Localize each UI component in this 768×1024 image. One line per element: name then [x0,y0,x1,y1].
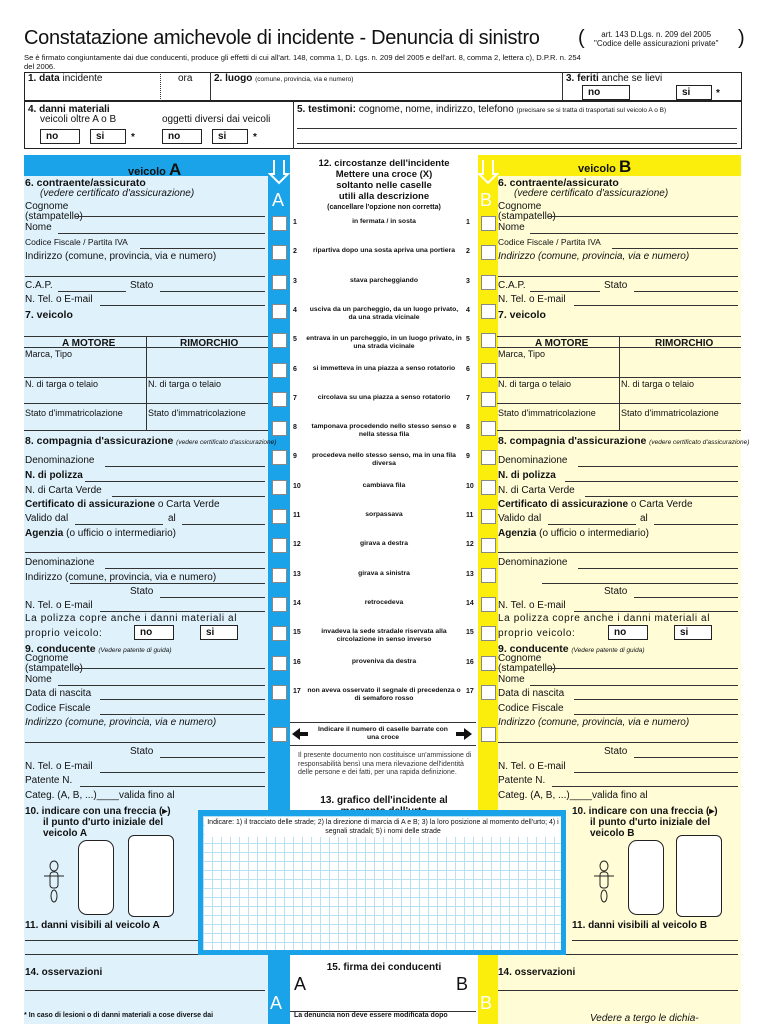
b-ag-indirizzo-input[interactable] [542,583,738,584]
b-al-input[interactable] [654,524,738,525]
a-cognome-input[interactable] [75,216,265,217]
circumstance-checkbox-a[interactable] [272,392,287,407]
b-c-stampatello: (stampatello) [498,663,556,674]
legal-line-1: art. 143 D.Lgs. n. 209 del 2005 [601,30,712,39]
circumstance-checkbox-a[interactable] [272,685,287,700]
circumstance-text: invadeva la sede stradale riservata alla circolazione in senso inverso [321,628,447,644]
a-verde-label: N. di Carta Verde [25,485,102,496]
legal-reference-text [594,30,718,48]
b-c-nascita-label: Data di nascita [498,688,565,699]
oggetti-si-checkbox[interactable]: si [212,129,248,144]
circumstance-number-b: 2 [466,248,470,256]
b-c-cognome-input[interactable] [548,668,738,669]
b-c-categ[interactable]: Categ. (A, B, ...)____valida fino al [498,790,648,801]
b-copre-no[interactable]: no [608,625,648,640]
a-ag-indirizzo-input[interactable] [70,583,265,584]
feriti-field: 3. feriti anche se lievi [566,73,663,84]
a-cf-input[interactable] [140,248,265,249]
b-cognome-label: Cognome [498,201,542,212]
circumstance-number-a: 3 [293,277,297,285]
a-c-nascita-label: Data di nascita [25,688,92,699]
circumstance-number-b: 6 [466,365,470,373]
veicoli-no-checkbox[interactable]: no [40,129,80,144]
a-c-stato-input[interactable] [160,757,265,758]
a-section-10: 10. indicare con una freccia (▸) il punto d'urto iniziale del veicolo A [25,806,171,839]
circumstance-number-b: 8 [466,424,470,432]
circumstance-text: girava a destra [360,540,408,548]
a-immatr-rimorchio[interactable]: Stato d'immatricolazione [148,408,246,418]
a-c-nome-label: Nome [25,674,52,685]
right-arrow-icon [456,728,472,740]
a-stato-input[interactable] [160,291,265,292]
circumstance-checkbox-a[interactable] [272,304,287,319]
a-tel-input[interactable] [100,305,265,306]
circumstance-checkbox-a[interactable] [272,597,287,612]
circumstance-number-a: 10 [293,482,301,490]
a-section-6: 6. contraente/assicurato [25,177,146,189]
circumstance-text: si immetteva in una piazza a senso rotatorio [312,364,456,372]
b-c-cf-label: Codice Fiscale [498,703,564,714]
circumstance-number-b: 4 [466,306,470,314]
a-c-patente-label: Patente N. [25,775,73,786]
a-polizza-input[interactable] [85,481,265,482]
b-ag-denom-label: Denominazione [498,557,568,568]
b-section-10: 10. indicare con una freccia (▸) il punto d'urto iniziale del veicolo B [572,806,718,839]
b-c-nome-input[interactable] [530,685,738,686]
circumstance-number-b: 1 [466,219,470,226]
b-immatr-rimorchio[interactable]: Stato d'immatricolazione [621,408,719,418]
b-oss-line[interactable] [498,990,738,991]
circumstance-text: usciva da un parcheggio, da un luogo privato, da una strada vicinale [309,305,459,321]
veicoli-si-checkbox[interactable]: si [90,129,126,144]
circumstance-number-a: 13 [293,570,301,578]
a-denom-input[interactable] [105,466,265,467]
circumstance-checkbox-b[interactable] [481,597,496,612]
circumstance-checkbox-a[interactable] [272,421,287,436]
b-rimorchio-header: RIMORCHIO [655,338,714,349]
b-valido-input[interactable] [548,524,636,525]
veicoli-star: * [131,132,135,143]
strip-b-letter: B [480,190,493,210]
testimoni-line-2[interactable] [297,143,737,144]
a-immatr-motore[interactable]: Stato d'immatricolazione [25,408,123,418]
a-denom-label: Denominazione [25,455,95,466]
a-section-7: 7. veicolo [25,309,73,321]
circumstance-checkbox-a[interactable] [272,275,287,290]
footer-star-note: * In caso di lesioni o di danni materiali a cose diverse dai [24,1012,214,1019]
signature-area[interactable] [290,960,476,1012]
circumstance-checkbox-a[interactable] [272,216,287,231]
a-c-stampatello: (stampatello) [25,663,83,674]
circumstance-number-a: 6 [293,365,297,373]
circumstance-number-a: 4 [293,306,297,314]
a-nome-input[interactable] [58,233,265,234]
circumstance-checkbox-b[interactable] [481,685,496,700]
circumstance-checkbox-a[interactable] [272,450,287,465]
a-rimorchio-header: RIMORCHIO [180,338,239,349]
a-c-indirizzo-input[interactable] [25,742,265,743]
circumstance-checkbox-b[interactable] [481,538,496,553]
circumstance-checkbox-a[interactable] [272,509,287,524]
b-car-icon[interactable] [628,840,664,915]
circumstance-checkbox-a[interactable] [272,656,287,671]
circumstance-number-a: 15 [293,629,301,637]
b-ag-tel-input[interactable] [574,611,738,612]
b-indirizzo-input[interactable] [498,276,738,277]
a-motorcycle-icon[interactable] [42,858,66,904]
b-denom-input[interactable] [578,466,738,467]
circumstance-number-b: 16 [466,658,474,666]
b-cf-label: Codice Fiscale / Partita IVA [498,237,601,247]
vehicle-b-title: veicolo B [578,157,632,176]
b-cap-label: C.A.P. [498,280,526,291]
a-motore-header: A MOTORE [62,338,116,349]
circumstance-number-b: 10 [466,482,474,490]
a-targa-rimorchio[interactable]: N. di targa o telaio [148,379,222,389]
b-c-patente-label: Patente N. [498,775,546,786]
circumstance-checkbox-b[interactable] [481,333,496,348]
circumstance-number-a: 8 [293,424,297,432]
count-box-b[interactable] [481,727,496,742]
b-section-14: 14. osservazioni [498,967,576,978]
a-al-input[interactable] [182,524,265,525]
circumstance-checkbox-b[interactable] [481,568,496,583]
b-danni-line-1[interactable] [572,940,738,941]
circumstance-text: sorpassava [365,511,403,518]
a-indirizzo-input[interactable] [25,276,265,277]
circumstance-number-b: 13 [466,570,474,578]
circumstance-text: entrava in un parcheggio, in un luogo privato, in una strada vicinale [306,335,462,351]
a-c-categ[interactable]: Categ. (A, B, ...)____valida fino al [25,790,175,801]
b-c-cognome-label: Cognome [498,653,542,664]
b-ag-stato-input[interactable] [634,597,738,598]
circumstance-number-a: 11 [293,512,301,519]
a-polizza-copre: La polizza copre anche i danni materiali al [25,613,238,624]
circumstance-text: circolava su una piazza a senso rotatorio [317,393,451,401]
a-section-8: 8. compagnia d'assicurazione (vedere certificato d'assicurazione) [25,435,277,447]
circumstance-number-b: 14 [466,599,474,607]
b-proprio-veicolo: proprio veicolo: [498,628,576,639]
circumstance-checkbox-b[interactable] [481,392,496,407]
circumstance-checkbox-a[interactable] [272,363,287,378]
oggetti-no-checkbox[interactable]: no [162,129,202,144]
circumstance-checkbox-b[interactable] [481,626,496,641]
a-indirizzo-label: Indirizzo (comune, provincia, via e numero) [25,251,217,262]
b-ag-denom-input[interactable] [578,568,738,569]
a-s6-hint: (vedere certificato d'assicurazione) [40,188,195,199]
b-valido-label: Valido dal [498,513,542,524]
feriti-si-checkbox[interactable]: si [676,85,712,100]
sketch-hint: Indicare: 1) il tracciato delle strade; 2) la direzione di marcia di A e B; 3) la loro posizione al momento dell'urto; 4) i segnali stradali; 5) i nomi delle strade [205,817,561,837]
a-cap-label: C.A.P. [25,280,53,291]
a-al-label: al [168,513,176,524]
section-15-title: 15. firma dei conducenti [326,962,442,973]
a-cert-label: Certificato di assicurazione o Carta Verde [25,499,220,510]
circumstance-checkbox-b[interactable] [481,245,496,260]
a-proprio-veicolo: proprio veicolo: [25,628,103,639]
strip-b-arrow-icon [478,158,500,186]
signature-b-label: B [456,974,469,994]
circumstance-text: girava a sinistra [358,569,410,577]
strip-a-letter: A [272,190,285,210]
feriti-star: * [716,88,720,99]
feriti-no-checkbox[interactable]: no [582,85,630,100]
circumstance-number-b: 17 [466,687,474,695]
b-tel-input[interactable] [574,305,738,306]
a-agenzia-input[interactable] [25,552,265,553]
b-cert-label: Certificato di assicurazione o Carta Verde [498,499,693,510]
a-c-nome-input[interactable] [58,685,265,686]
a-stampatello: (stampatello) [25,211,83,222]
a-copre-si[interactable]: si [200,625,238,640]
a-nome-label: Nome [25,222,52,233]
b-c-patente-input[interactable] [552,786,738,787]
circumstance-text: proveniva da destra [351,657,417,665]
a-c-tel-input[interactable] [100,772,265,773]
a-section-9: 9. conducente (Vedere patente di guida) [25,643,172,655]
paren-close: ) [738,27,745,49]
oggetti-label: oggetti diversi dai veicoli [162,114,271,125]
a-valido-label: Valido dal [25,513,69,524]
luogo-field[interactable]: 2. luogo (comune, provincia, via e numero) [214,73,354,84]
a-section-11: 11. danni visibili al veicolo A [25,920,160,931]
oggetti-star: * [253,132,257,143]
a-tel-label: N. Tel. o E-mail [25,294,93,305]
a-ag-denom-label: Denominazione [25,557,95,568]
b-ag-stato-label: Stato [604,586,628,597]
circumstance-text: in fermata / in sosta [352,218,416,225]
a-c-cognome-input[interactable] [75,668,265,669]
b-stato-label: Stato [604,280,628,291]
circumstances-header: 12. circostanze dell'incidente Mettere una croce (X) soltanto nelle caselle utili alla descrizione (cancellare l'opzione non corretta) [318,158,450,211]
circumstance-text: stava parcheggiando [350,276,418,284]
a-c-nascita-input[interactable] [100,699,265,700]
circumstance-text: non aveva osservato il segnale di precedenza o di semaforo rosso [307,686,461,702]
b-marca-label[interactable]: Marca, Tipo [498,349,546,359]
a-cf-label: Codice Fiscale / Partita IVA [25,237,128,247]
a-oss-line[interactable] [25,990,265,991]
b-cf-input[interactable] [612,248,738,249]
b-c-indirizzo-label: Indirizzo (comune, provincia, via e numero) [498,717,690,728]
circumstance-checkbox-b[interactable] [481,450,496,465]
b-al-label: al [640,513,648,524]
b-ag-tel-label: N. Tel. o E-mail [498,600,566,611]
a-marca-label[interactable]: Marca, Tipo [25,349,73,359]
b-section-11: 11. danni visibili al veicolo B [572,920,708,931]
b-cognome-input[interactable] [548,216,738,217]
circumstance-checkbox-b[interactable] [481,304,496,319]
circumstance-checkbox-a[interactable] [272,245,287,260]
b-s6-hint: (vedere certificato d'assicurazione) [514,188,669,199]
b-c-cf-input[interactable] [574,714,738,715]
b-immatr-motore[interactable]: Stato d'immatricolazione [498,408,596,418]
b-nome-input[interactable] [530,233,738,234]
intro-text: Se è firmato congiuntamente dai due conducenti, produce gli effetti di cui all'art. 148, comma 1, D. Lgs. n. 209 del 2005 e dell'art. 8, comma 2, lettera c), D.P.R. n. 254 del 2006. [24,53,581,71]
a-ag-stato-input[interactable] [160,597,265,598]
b-indirizzo-label: Indirizzo (comune, provincia, via e numero) [498,251,690,262]
signature-a-label: A [294,974,307,994]
a-c-stato-label: Stato [130,746,154,757]
a-ag-stato-label: Stato [130,586,154,597]
vehicle-a-title: veicolo A [128,160,182,179]
a-polizza-label: N. di polizza [25,470,83,481]
circumstance-checkbox-b[interactable] [481,216,496,231]
circumstance-number-a: 7 [293,394,297,402]
b-verde-label: N. di Carta Verde [498,485,575,496]
testimoni-line-1[interactable] [297,128,737,129]
b-section-7: 7. veicolo [498,309,546,321]
circumstance-text: tamponava procedendo nello stesso senso e nella stessa fila [311,423,457,439]
a-c-patente-input[interactable] [80,786,265,787]
circumstance-number-a: 2 [293,248,297,256]
b-denom-label: Denominazione [498,455,568,466]
circumstance-number-b: 3 [466,277,470,285]
b-c-nome-label: Nome [498,674,525,685]
a-c-indirizzo-label: Indirizzo (comune, provincia, via e numero) [25,717,217,728]
circumstance-number-b: 11 [466,512,474,519]
disclaimer-text: Il presente documento non costituisce un'ammissione di responsabilità bensì una mera rilevazione dell'identità delle persone e dei fatti, per una rapida definizione. [298,752,472,776]
circumstance-number-a: 17 [293,687,301,695]
a-ag-tel-input[interactable] [100,611,265,612]
circumstance-number-a: 1 [293,219,297,226]
b-motore-header: A MOTORE [535,338,589,349]
b-cap-input[interactable] [530,291,600,292]
circumstance-checkbox-b[interactable] [481,421,496,436]
b-verde-input[interactable] [585,496,738,497]
b-c-stato-label: Stato [604,746,628,757]
circumstance-checkbox-b[interactable] [481,363,496,378]
a-stato-label: Stato [130,280,154,291]
a-ag-denom-input[interactable] [105,568,265,569]
circumstance-number-a: 5 [293,336,297,344]
legal-line-2: "Codice delle assicurazioni private" [594,39,719,48]
circumstance-text: procedeva nello stesso senso, ma in una fila diversa [312,452,456,468]
b-c-nascita-input[interactable] [574,699,738,700]
count-label: Indicare il numero di caselle barrate con una croce [318,726,448,741]
b-polizza-input[interactable] [565,481,738,482]
circumstance-checkbox-a[interactable] [272,568,287,583]
a-cognome-label: Cognome [25,201,69,212]
b-nome-label: Nome [498,222,525,233]
circumstance-number-b: 12 [466,541,474,549]
circumstance-checkbox-b[interactable] [481,275,496,290]
a-agenzia-label: Agenzia (o ufficio o intermediario) [25,528,176,539]
a-verde-input[interactable] [112,496,265,497]
b-truck-icon[interactable] [676,835,722,917]
footer-retro: Vedere a tergo le dichia- [590,1013,699,1024]
circumstance-checkbox-a[interactable] [272,480,287,495]
legal-reference [578,27,745,50]
a-c-tel-label: N. Tel. o E-mail [25,761,93,772]
circumstance-text: retrocedeva [364,598,404,606]
b-stampatello: (stampatello) [498,211,556,222]
veicoli-label: veicoli oltre A o B [40,114,117,125]
b-targa-motore[interactable]: N. di targa o telaio [498,379,572,389]
b-c-tel-input[interactable] [574,772,738,773]
circumstance-number-b: 15 [466,629,474,637]
b-polizza-label: N. di polizza [498,470,556,481]
form-title: Constatazione amichevole di incidente - Denuncia di sinistro [24,27,540,49]
strip-b-bottom-letter: B [480,993,493,1013]
b-motorcycle-icon[interactable] [592,858,616,904]
data-field[interactable]: 1. data incidente [28,73,103,84]
a-section-14: 14. osservazioni [25,967,103,978]
a-c-cf-input[interactable] [100,714,265,715]
left-arrow-icon [292,728,308,740]
b-c-tel-label: N. Tel. o E-mail [498,761,566,772]
a-targa-motore[interactable]: N. di targa o telaio [25,379,99,389]
circumstance-number-a: 16 [293,658,301,666]
circumstance-number-a: 12 [293,541,301,549]
a-copre-no[interactable]: no [134,625,174,640]
ora-field[interactable]: ora [178,73,193,84]
b-section-9: 9. conducente (Vedere patente di guida) [498,643,645,655]
circumstance-number-a: 14 [293,599,301,607]
circumstance-number-b: 5 [466,336,470,344]
b-section-8: 8. compagnia d'assicurazione (vedere certificato d'assicurazione) [498,435,750,447]
circumstance-text: cambiava fila [362,481,406,489]
b-polizza-copre: La polizza copre anche i danni materiali al [498,613,711,624]
circumstance-number-a: 9 [293,453,297,461]
paren-open: ( [578,27,585,49]
b-section-6: 6. contraente/assicurato [498,177,619,189]
circumstance-checkbox-a[interactable] [272,333,287,348]
a-valido-input[interactable] [75,524,163,525]
circumstance-checkbox-a[interactable] [272,538,287,553]
a-cap-input[interactable] [58,291,126,292]
a-car-icon[interactable] [78,840,114,915]
a-c-cf-label: Codice Fiscale [25,703,91,714]
a-truck-icon[interactable] [128,835,174,917]
strip-a-bottom-letter: A [270,993,283,1013]
circumstance-checkbox-b[interactable] [481,480,496,495]
a-ag-indirizzo-label: Indirizzo (comune, provincia, via e numero) [25,572,217,583]
count-box-a[interactable] [272,727,287,742]
b-agenzia-input[interactable] [498,552,738,553]
b-c-indirizzo-input[interactable] [498,742,738,743]
circumstance-checkbox-b[interactable] [481,656,496,671]
danni-materiali-label: 4. danni materiali [28,104,110,115]
b-agenzia-label: Agenzia (o ufficio o intermediario) [498,528,649,539]
circumstance-number-b: 9 [466,453,470,461]
circumstance-text: ripartiva dopo una sosta apriva una portiera [312,247,455,255]
a-ag-tel-label: N. Tel. o E-mail [25,600,93,611]
footer-mod-note: La denuncia non deve essere modificata dopo [294,1012,448,1019]
b-c-stato-input[interactable] [634,757,738,758]
b-targa-rimorchio[interactable]: N. di targa o telaio [621,379,695,389]
a-c-cognome-label: Cognome [25,653,69,664]
circumstance-number-b: 7 [466,394,470,402]
circumstance-checkbox-b[interactable] [481,509,496,524]
circumstance-checkbox-a[interactable] [272,626,287,641]
section-13-title: 13. grafico dell'incidente al [320,795,448,806]
b-stato-input[interactable] [634,291,738,292]
b-copre-si[interactable]: si [674,625,712,640]
strip-a-arrow-icon [268,158,290,186]
testimoni-label: 5. testimoni: cognome, nome, indirizzo, telefono (precisare se si tratta di trasportati sul veicolo A o B) [297,104,667,115]
b-tel-label: N. Tel. o E-mail [498,294,566,305]
